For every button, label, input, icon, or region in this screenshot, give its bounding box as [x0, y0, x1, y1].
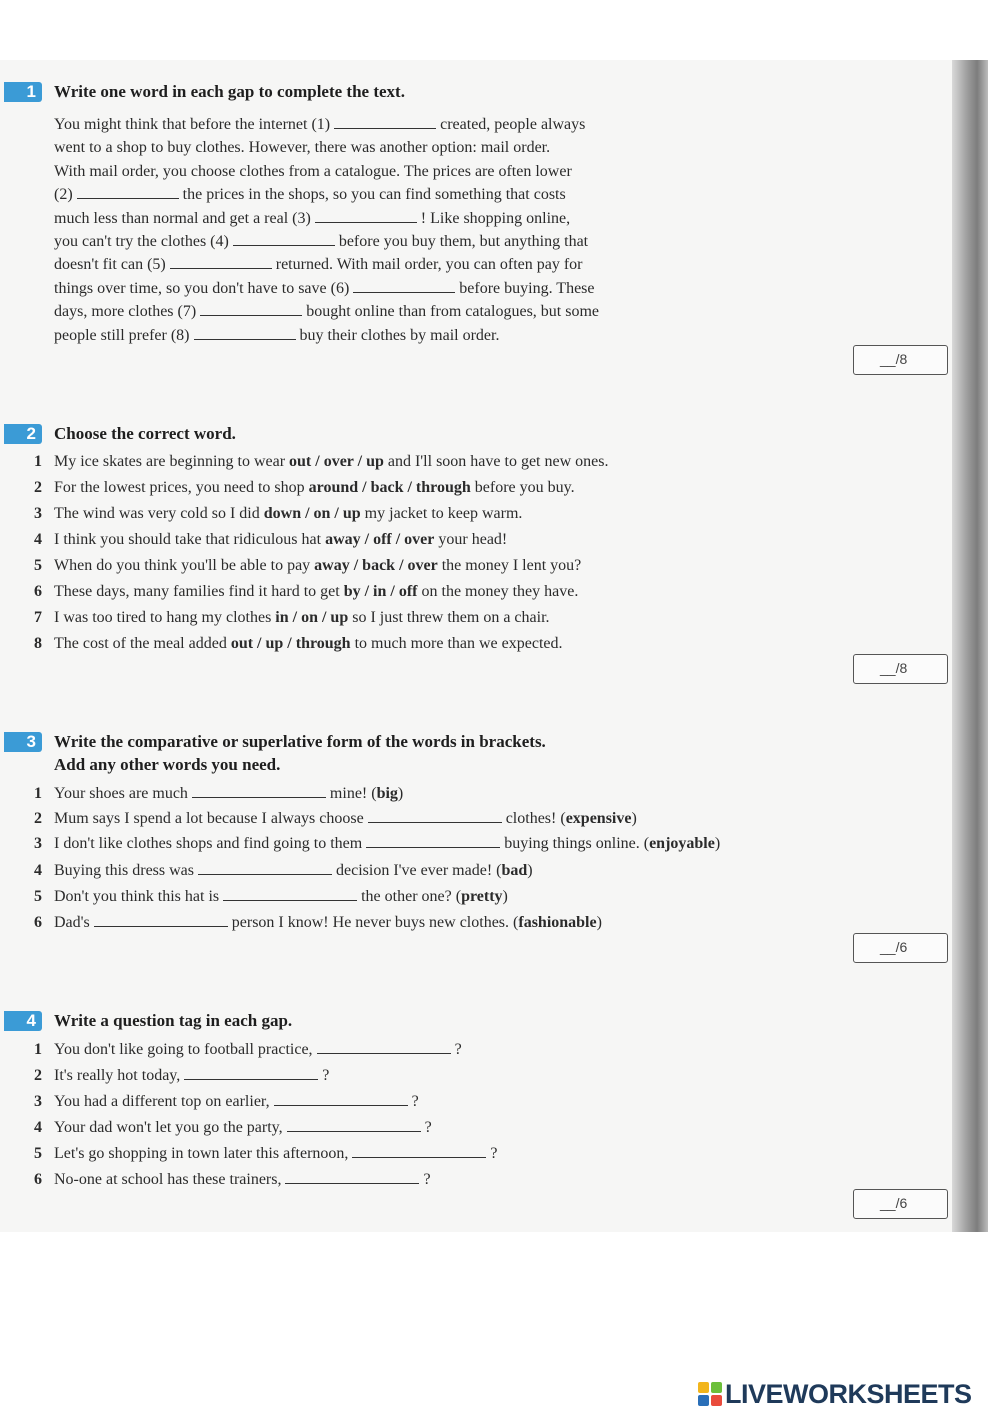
list-item: 8 The cost of the meal added out / up / through to much more than we expected.	[34, 635, 563, 652]
word-options[interactable]: in / on / up	[275, 609, 349, 626]
exercise-3-heading-line-2: Add any other words you need.	[54, 755, 281, 774]
gap-1[interactable]	[334, 115, 436, 129]
answer-gap[interactable]	[223, 887, 357, 901]
logo-text: LIVEWORKSHEETS	[725, 1378, 972, 1409]
gap-2[interactable]	[77, 185, 179, 199]
answer-gap[interactable]	[198, 861, 332, 875]
exercise-2-number: 2	[4, 424, 42, 444]
text-line: you can't try the clothes (4) before you buy them, but anything that	[54, 233, 589, 251]
answer-gap[interactable]	[368, 809, 502, 823]
answer-gap[interactable]	[274, 1092, 408, 1106]
list-item: 4 Buying this dress was decision I've ever made! (bad)	[34, 862, 533, 879]
exercise-1-heading: Write one word in each gap to complete the text.	[54, 82, 405, 101]
answer-gap[interactable]	[366, 834, 500, 848]
answer-gap[interactable]	[94, 913, 228, 927]
list-item: 5 Let's go shopping in town later this afternoon, ?	[34, 1145, 498, 1162]
word-options[interactable]: away / back / over	[314, 557, 438, 574]
gap-6[interactable]	[353, 279, 455, 293]
text-line: went to a shop to buy clothes. However, there was another option: mail order.	[54, 139, 551, 157]
answer-gap[interactable]	[352, 1144, 486, 1158]
answer-gap[interactable]	[285, 1170, 419, 1184]
list-item: 2 Mum says I spend a lot because I always choose clothes! (expensive)	[34, 810, 637, 827]
list-item: 5 When do you think you'll be able to pay away / back / over the money I lent you?	[34, 557, 582, 574]
logo-tile	[711, 1395, 722, 1406]
list-item: 3 The wind was very cold so I did down / on / up my jacket to keep warm.	[34, 505, 523, 522]
logo-grid-icon	[698, 1382, 722, 1406]
logo-tile	[698, 1395, 709, 1406]
book-spine-shadow	[952, 60, 988, 1232]
word-options[interactable]: by / in / off	[343, 583, 418, 600]
exercise-4-number: 4	[4, 1011, 42, 1031]
liveworksheets-logo[interactable]	[698, 1378, 972, 1410]
text-line: doesn't fit can (5) returned. With mail order, you can often pay for	[54, 256, 583, 274]
list-item: 1 You don't like going to football practice, ?	[34, 1041, 462, 1058]
answer-gap[interactable]	[184, 1066, 318, 1080]
exercise-1-text	[54, 113, 724, 347]
exercise-3-heading: Write the comparative or superlative form of the words in brackets.	[54, 732, 546, 751]
word-options[interactable]: around / back / through	[308, 479, 471, 496]
logo-tile	[698, 1382, 709, 1393]
list-item: 3 I don't like clothes shops and find going to them buying things online. (enjoyable)	[34, 835, 721, 852]
text-line: (2) the prices in the shops, so you can find something that costs	[54, 186, 566, 204]
text-line: things over time, so you don't have to save (6) before buying. These	[54, 279, 595, 297]
list-item: 6 Dad's person I know! He never buys new clothes. (fashionable)	[34, 914, 602, 931]
exercise-1-score-box: __/8	[853, 345, 948, 375]
exercise-2-heading: Choose the correct word.	[54, 424, 236, 443]
logo-tile	[711, 1382, 722, 1393]
list-item: 2 It's really hot today, ?	[34, 1067, 330, 1084]
text-line: much less than normal and get a real (3) ! Like shopping online,	[54, 209, 571, 227]
list-item: 3 You had a different top on earlier, ?	[34, 1093, 419, 1110]
exercise-3-number: 3	[4, 732, 42, 752]
word-options[interactable]: out / up / through	[230, 635, 351, 652]
text-line: people still prefer (8) buy their clothes by mail order.	[54, 326, 500, 344]
list-item: 4 Your dad won't let you go the party, ?	[34, 1119, 432, 1136]
gap-5[interactable]	[170, 255, 272, 269]
text-line: You might think that before the internet (1) created, people always	[54, 116, 586, 133]
word-options[interactable]: down / on / up	[263, 505, 361, 522]
gap-3[interactable]	[315, 209, 417, 223]
list-item: 6 These days, many families find it hard to get by / in / off on the money they have.	[34, 583, 579, 600]
list-item: 4 I think you should take that ridiculous hat away / off / over your head!	[34, 531, 508, 548]
answer-gap[interactable]	[287, 1118, 421, 1132]
exercise-2-score-box: __/8	[853, 654, 948, 684]
list-item: 2 For the lowest prices, you need to shop around / back / through before you buy.	[34, 479, 575, 496]
list-item: 1 Your shoes are much mine! (big)	[34, 785, 404, 802]
exercise-3-score-box: __/6	[853, 933, 948, 963]
list-item: 6 No-one at school has these trainers, ?	[34, 1171, 431, 1188]
word-options[interactable]: out / over / up	[289, 453, 384, 470]
word-options[interactable]: away / off / over	[325, 531, 435, 548]
answer-gap[interactable]	[192, 784, 326, 798]
gap-8[interactable]	[194, 326, 296, 340]
exercise-1-number: 1	[4, 82, 42, 102]
list-item: 1 My ice skates are beginning to wear out / over / up and I'll soon have to get new ones.	[34, 453, 609, 470]
text-line: With mail order, you choose clothes from a catalogue. The prices are often lower	[54, 162, 572, 180]
gap-7[interactable]	[200, 302, 302, 316]
exercise-4-heading: Write a question tag in each gap.	[54, 1011, 293, 1030]
gap-4[interactable]	[233, 232, 335, 246]
exercise-4-score-box: __/6	[853, 1189, 948, 1219]
text-line: days, more clothes (7) bought online than from catalogues, but some	[54, 303, 600, 321]
answer-gap[interactable]	[317, 1040, 451, 1054]
list-item: 7 I was too tired to hang my clothes in / on / up so I just threw them on a chair.	[34, 609, 550, 626]
list-item: 5 Don't you think this hat is the other one? (pretty)	[34, 888, 508, 905]
